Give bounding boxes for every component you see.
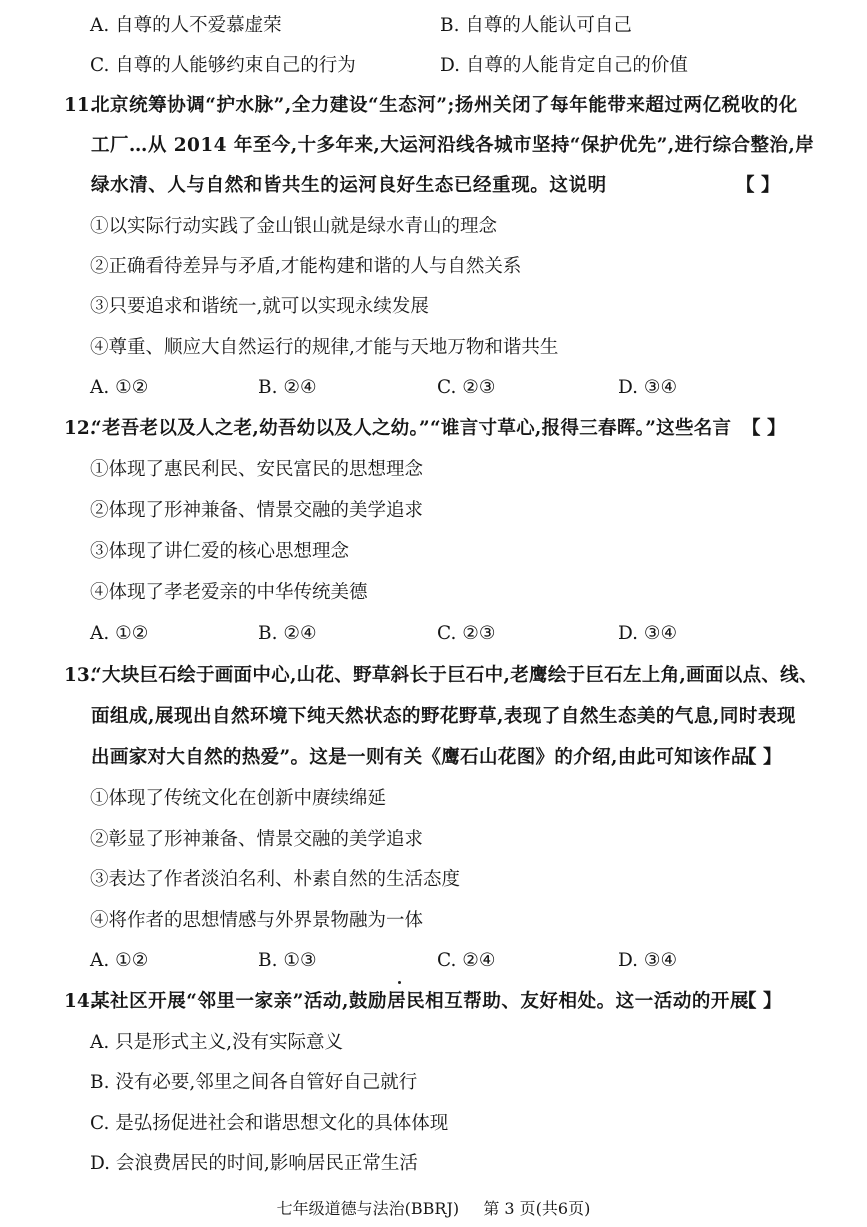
q10-option-b[interactable]: B. 自尊的人能认可自己 [440,15,632,36]
q13-statement-4: ④将作者的思想情感与外界景物融为一体 [90,910,424,931]
q13-option-b[interactable]: B. ①③ [258,950,317,971]
q11-stem-line-1: 北京统筹协调“护水脉”,全力建设“生态河”;扬州关闭了每年能带来超过两亿税收的化 [91,95,798,116]
q12-answer-bracket[interactable]: 【 】 [742,418,786,439]
q13-answer-bracket[interactable]: 【 】 [738,747,782,768]
q13-number: 13. [64,665,97,686]
q11-statement-3: ③只要追求和谐统一,就可以实现永续发展 [90,296,429,317]
q14-option-b[interactable]: B. 没有必要,邻里之间各自管好自己就行 [90,1072,418,1093]
q14-option-d[interactable]: D. 会浪费居民的时间,影响居民正常生活 [90,1153,418,1174]
q12-statement-1: ①体现了惠民利民、安民富民的思想理念 [90,459,424,480]
q14-stem-line-1: 某社区开展“邻里一家亲”活动,鼓励居民相互帮助、友好相处。这一活动的开展 [91,991,750,1012]
print-speck [398,981,401,984]
q11-option-d[interactable]: D. ③④ [618,377,678,398]
q12-option-c[interactable]: C. ②③ [437,623,496,644]
q10-option-c[interactable]: C. 自尊的人能够约束自己的行为 [90,55,356,76]
q14-option-c[interactable]: C. 是弘扬促进社会和谐思想文化的具体体现 [90,1113,449,1134]
q14-number: 14. [64,991,97,1012]
q14-option-a[interactable]: A. 只是形式主义,没有实际意义 [90,1032,344,1053]
page-footer [0,1196,867,1219]
q11-number: 11. [64,95,97,116]
q12-statement-3: ③体现了讲仁爱的核心思想理念 [90,541,350,562]
q13-statement-1: ①体现了传统文化在创新中赓续绵延 [90,788,387,809]
q11-answer-bracket[interactable]: 【 】 [736,175,780,196]
q12-option-b[interactable]: B. ②④ [258,623,317,644]
q11-stem-line-3: 绿水清、人与自然和皆共生的运河良好生态已经重现。这说明 [91,175,607,196]
q11-statement-2: ②正确看待差异与矛盾,才能构建和谐的人与自然关系 [90,256,522,277]
q10-option-d[interactable]: D. 自尊的人能肯定自己的价值 [440,55,688,76]
q13-statement-3: ③表达了作者淡泊名利、朴素自然的生活态度 [90,869,461,890]
q12-option-d[interactable]: D. ③④ [618,623,678,644]
q12-option-a[interactable]: A. ①② [90,623,149,644]
q11-option-b[interactable]: B. ②④ [258,377,317,398]
q13-option-a[interactable]: A. ①② [90,950,149,971]
q12-stem-line-1: “老吾老以及人之老,幼吾幼以及人之幼。”“谁言寸草心,报得三春晖。”这些名言 [91,418,732,439]
footer-page-number: 第 3 页(共6页) [483,1199,591,1218]
q13-option-d[interactable]: D. ③④ [618,950,678,971]
q11-option-a[interactable]: A. ①② [90,377,149,398]
q12-number: 12. [64,418,97,439]
q10-option-a[interactable]: A. 自尊的人不爱慕虚荣 [90,15,282,36]
q14-answer-bracket[interactable]: 【 】 [738,991,782,1012]
q13-stem-line-1: “大块巨石绘于画面中心,山花、野草斜长于巨石中,老鹰绘于巨石左上角,画面以点、线、 [91,665,818,686]
q13-statement-2: ②彰显了形神兼备、情景交融的美学追求 [90,829,424,850]
q13-option-c[interactable]: C. ②④ [437,950,496,971]
footer-subject: 七年级道德与法治(BBRJ) [276,1199,460,1218]
q13-stem-line-2: 面组成,展现出自然环境下纯天然状态的野花野草,表现了自然生态美的气息,同时表现 [91,706,796,727]
q11-stem-line-2: 工厂…从 2014 年至今,十多年来,大运河沿线各城市坚持“保护优先”,进行综合整治,岸 [91,135,815,156]
q13-stem-line-3: 出画家对大自然的热爱”。这是一则有关《鹰石山花图》的介绍,由此可知该作品 [91,747,750,768]
q12-statement-4: ④体现了孝老爱亲的中华传统美德 [90,582,368,603]
q11-option-c[interactable]: C. ②③ [437,377,496,398]
q11-statement-4: ④尊重、顺应大自然运行的规律,才能与天地万物和谐共生 [90,337,559,358]
q12-statement-2: ②体现了形神兼备、情景交融的美学追求 [90,500,424,521]
q11-statement-1: ①以实际行动实践了金山银山就是绿水青山的理念 [90,216,498,237]
